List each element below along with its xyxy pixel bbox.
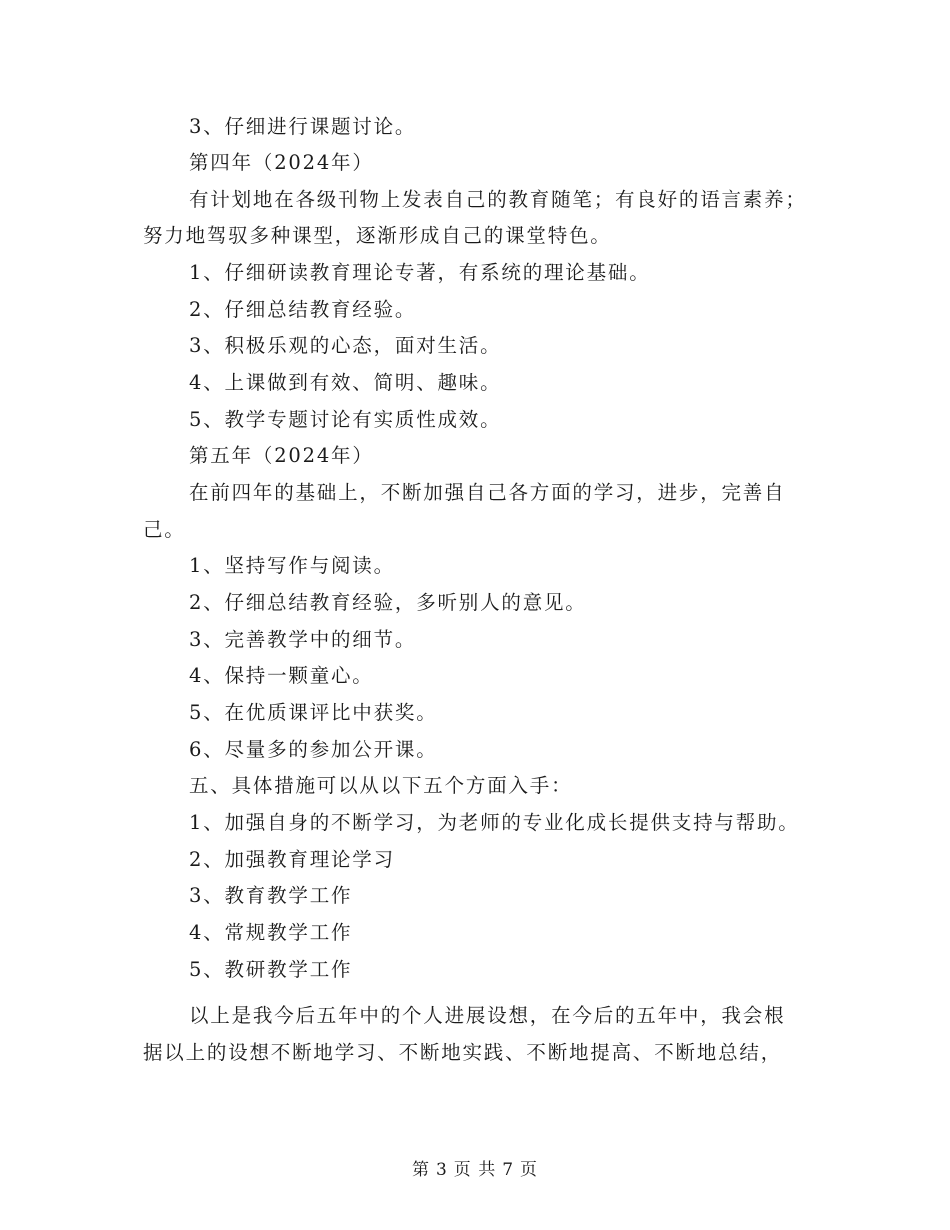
- section-heading: 第四年（2024年）: [189, 151, 374, 174]
- list-item: 6、尽量多的参加公开课。: [189, 738, 438, 761]
- current-page-number: 3: [435, 1160, 448, 1180]
- list-item: 4、上课做到有效、简明、趣味。: [189, 371, 502, 394]
- list-item: 3、完善教学中的细节。: [189, 628, 417, 651]
- list-item: 2、仔细总结教育经验。: [189, 298, 417, 321]
- paragraph-line: 己。: [143, 518, 186, 541]
- list-item: 1、仔细研读教育理论专著，有系统的理论基础。: [189, 261, 651, 284]
- footer-suffix: 页: [520, 1160, 539, 1180]
- footer-mid: 页 共: [453, 1160, 497, 1180]
- section-heading: 第五年（2024年）: [189, 444, 374, 467]
- list-item: 4、常规教学工作: [189, 921, 353, 944]
- list-item: 4、保持一颗童心。: [189, 664, 374, 687]
- page-number-footer: [0, 1155, 950, 1180]
- footer-prefix: 第: [411, 1160, 430, 1180]
- paragraph-line: 据以上的设想不断地学习、不断地实践、不断地提高、不断地总结，: [143, 1041, 783, 1064]
- paragraph-line: 在前四年的基础上，不断加强自己各方面的学习，进步，完善自: [189, 481, 786, 504]
- section-heading: 五、具体措施可以从以下五个方面入手：: [189, 774, 573, 797]
- list-item: 5、教研教学工作: [189, 958, 353, 981]
- list-item: 2、加强教育理论学习: [189, 848, 395, 871]
- list-item: 5、教学专题讨论有实质性成效。: [189, 408, 502, 431]
- list-item: 1、坚持写作与阅读。: [189, 554, 395, 577]
- list-item: 5、在优质课评比中获奖。: [189, 701, 438, 724]
- paragraph-line: 以上是我今后五年中的个人进展设想，在今后的五年中，我会根: [189, 1004, 786, 1027]
- list-item: 1、加强自身的不断学习，为老师的专业化成长提供支持与帮助。: [189, 811, 800, 834]
- list-item: 2、仔细总结教育经验，多听别人的意见。: [189, 591, 587, 614]
- list-item: 3、积极乐观的心态，面对生活。: [189, 334, 502, 357]
- total-page-count: 7: [502, 1160, 515, 1180]
- paragraph-line: 3、仔细进行课题讨论。: [189, 115, 417, 138]
- paragraph-line: 努力地驾驭多种课型，逐渐形成自己的课堂特色。: [143, 224, 612, 247]
- paragraph-line: 有计划地在各级刊物上发表自己的教育随笔；有良好的语言素养；: [189, 188, 807, 211]
- list-item: 3、教育教学工作: [189, 884, 353, 907]
